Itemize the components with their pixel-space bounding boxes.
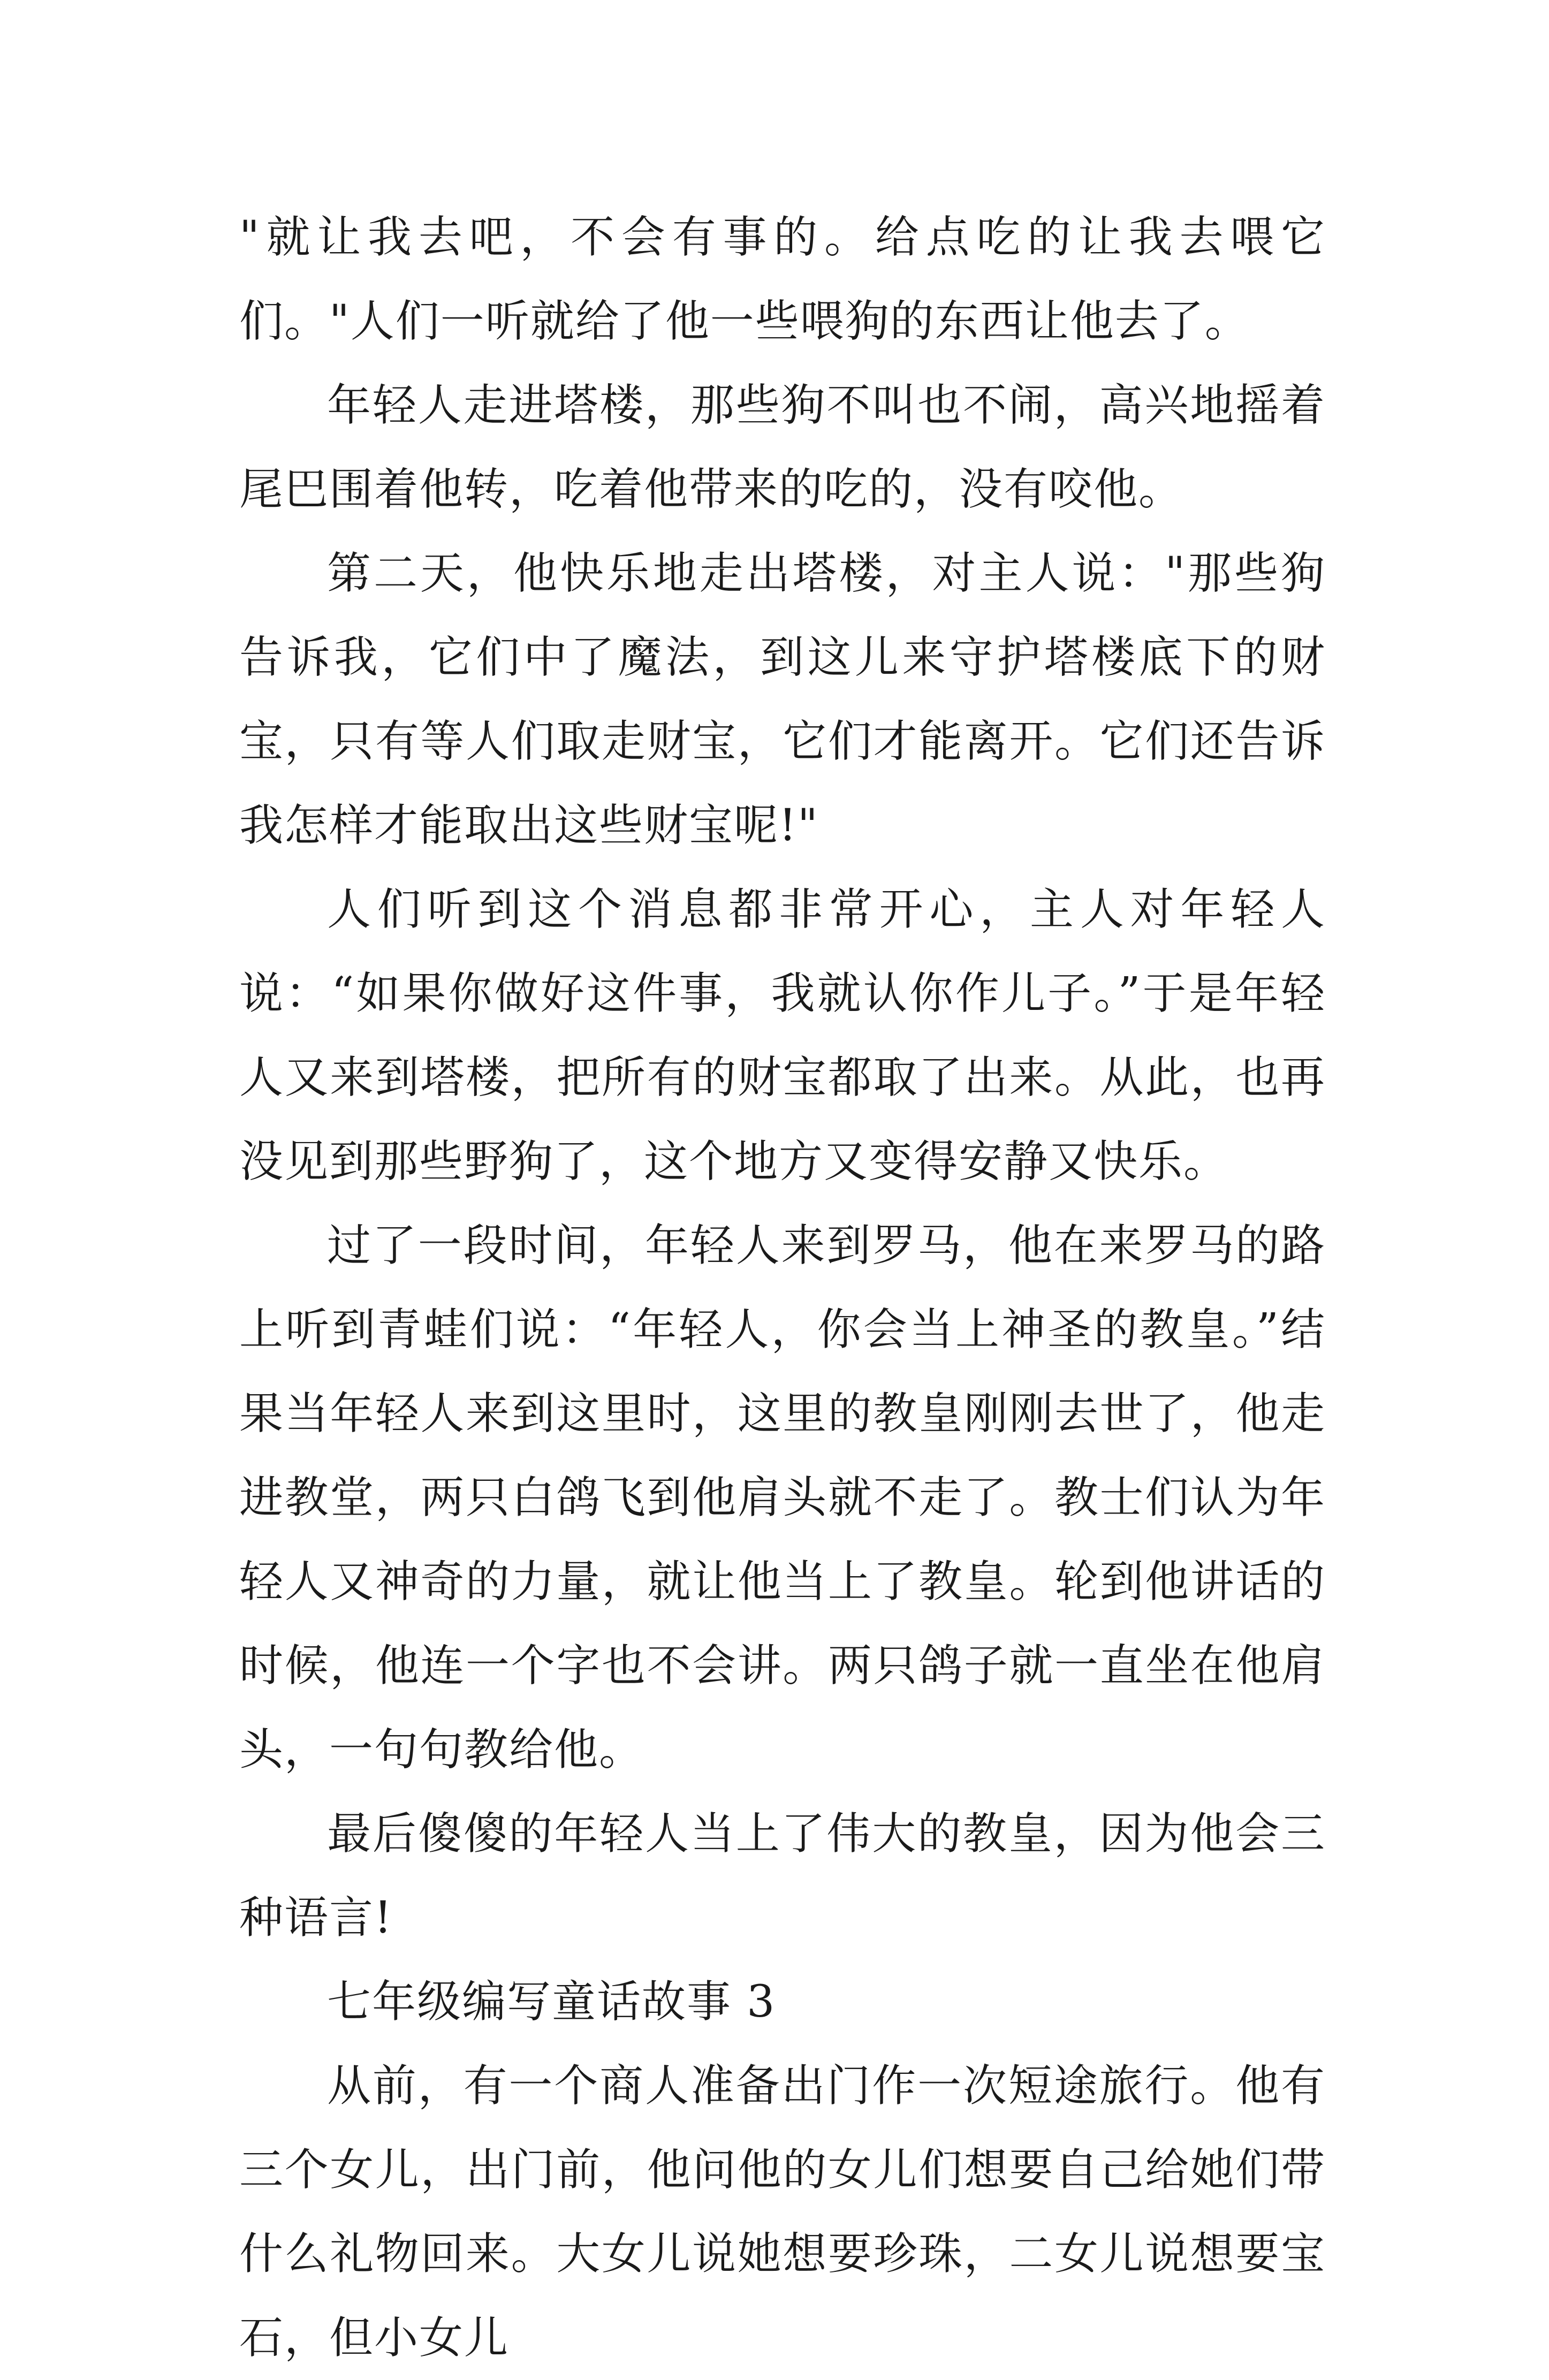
document-body: [239, 195, 1326, 2380]
paragraph-merchant: 从前，有一个商人准备出门作一次短途旅行。他有三个女儿，出门前，他问他的女儿们想要自己给她们带什么礼物回来。大女儿说她想要珍珠，二女儿说想要宝石，但小女儿: [239, 2060, 1326, 2363]
paragraph-next-day: 第二天，他快乐地走出塔楼，对主人说："那些狗告诉我，它们中了魔法，到这儿来守护塔楼底下的财宝，只有等人们取走财宝，它们才能离开。它们还告诉我怎样才能取出这些财宝呢!": [239, 548, 1326, 851]
paragraph-ending: 最后傻傻的年轻人当上了伟大的教皇，因为他会三种语言!: [239, 1808, 1326, 1943]
paragraph-rome: 过了一段时间，年轻人来到罗马，他在来罗马的路上听到青蛙们说：“年轻人，你会当上神圣的教皇。”结果当年轻人来到这里时，这里的教皇刚刚去世了，他走进教堂，两只白鸽飞到他肩头就不走了。教士们认为年轻人又神奇的力量，就让他当上了教皇。轮到他讲话的时候，他连一个字也不会讲。两只鸽子就一直坐在他肩头，一句句教给他。: [239, 1220, 1326, 1775]
section-heading: 七年级编写童话故事 3: [327, 1976, 776, 2027]
paragraph-dialogue-continuation: "就让我去吧，不会有事的。给点吃的让我去喂它们。"人们一听就给了他一些喂狗的东西让他去了。: [239, 212, 1326, 347]
paragraph-tower: 年轻人走进塔楼，那些狗不叫也不闹，高兴地摇着尾巴围着他转，吃着他带来的吃的，没有咬他。: [239, 380, 1326, 515]
paragraph-treasure: 人们听到这个消息都非常开心，主人对年轻人说：“如果你做好这件事，我就认你作儿子。”于是年轻人又来到塔楼，把所有的财宝都取了出来。从此，也再没见到那些野狗了，这个地方又变得安静又快乐。: [239, 884, 1326, 1187]
